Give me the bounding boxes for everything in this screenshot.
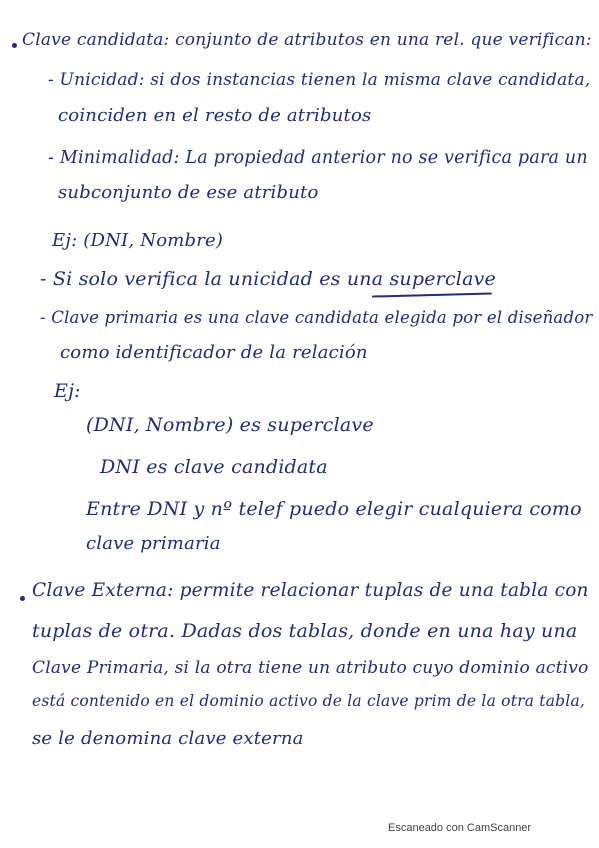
note-line-clave-primaria-cont: como identificador de la relación (60, 342, 368, 363)
note-line-minimalidad-cont: subconjunto de ese atributo (58, 182, 319, 203)
scanner-watermark: Escaneado con CamScanner (388, 822, 532, 834)
note-line-unicidad-cont: coinciden en el resto de atributos (58, 105, 372, 126)
superclave-underline (372, 292, 492, 297)
note-line-clave-externa-3: Clave Primaria, si la otra tiene un atributo cuyo dominio activo (32, 658, 589, 678)
note-line-example-1: Ej: (DNI, Nombre) (52, 230, 224, 251)
note-line-entre-dni: Entre DNI y nº telef puedo elegir cualquiera como (86, 498, 582, 520)
note-line-candidata-example: DNI es clave candidata (100, 456, 328, 478)
note-line-example-2: Ej: (54, 380, 81, 402)
note-line-minimalidad: - Minimalidad: La propiedad anterior no se verifica para un (48, 148, 588, 168)
note-line-superclave: - Si solo verifica la unicidad es una superclave (40, 268, 496, 290)
bullet-dot (20, 596, 25, 601)
note-line-clave-externa-2: tuplas de otra. Dadas dos tablas, donde en una hay una (32, 620, 578, 642)
note-line-clave-externa: Clave Externa: permite relacionar tuplas de una tabla con (32, 580, 589, 601)
bullet-dot (12, 43, 17, 48)
note-line-entre-dni-cont: clave primaria (86, 533, 221, 554)
note-line-clave-externa-4: está contenido en el dominio activo de la clave prim de la otra tabla, (32, 692, 586, 710)
note-line-superclave-example: (DNI, Nombre) es superclave (86, 414, 374, 436)
note-line-clave-externa-5: se le denomina clave externa (32, 728, 304, 749)
note-line-clave-primaria: - Clave primaria es una clave candidata elegida por el diseñador (40, 308, 593, 327)
note-line-unicidad: - Unicidad: si dos instancias tienen la misma clave candidata, (48, 70, 591, 90)
note-line-clave-candidata: Clave candidata: conjunto de atributos en una rel. que verifican: (22, 30, 592, 50)
